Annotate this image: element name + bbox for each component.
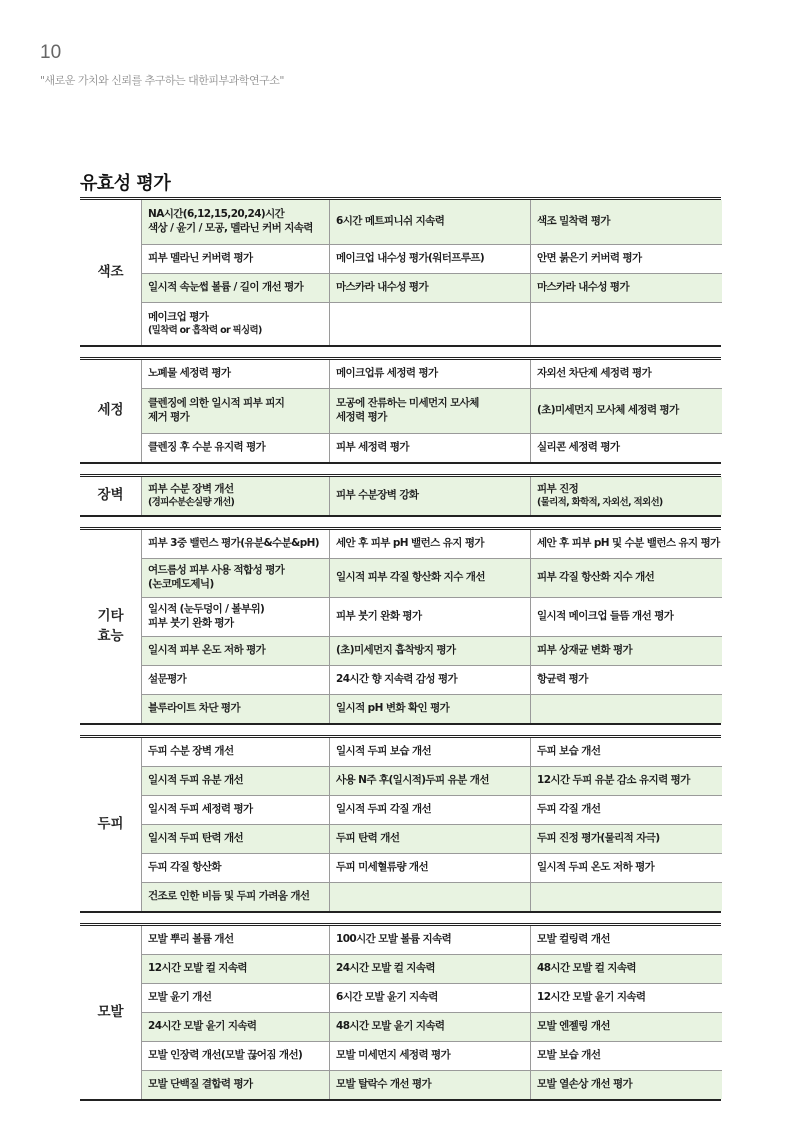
header-tagline: "새로운 가치와 신뢰를 추구하는 대한피부과학연구소" (40, 74, 284, 87)
table-cell (530, 1042, 722, 1070)
table-row (142, 854, 722, 883)
table-cell (329, 796, 530, 824)
table-group (80, 923, 721, 1101)
table-row (142, 559, 722, 598)
table-cell (142, 200, 329, 244)
table-cell (142, 1071, 329, 1099)
table-cell (329, 695, 530, 723)
table-cell (329, 530, 530, 558)
cell-text: 피부 수분 장벽 개선 (148, 482, 234, 495)
cell-text: 6시간 모발 윤기 지속력 (336, 991, 438, 1004)
cell-text: 피부 수분장벽 강화 (336, 489, 419, 502)
cell-text: 두피 수분 장벽 개선 (148, 745, 234, 758)
section-title: 유효성 평가 (80, 173, 171, 194)
page-number: 10 (40, 42, 62, 63)
table-cell (329, 637, 530, 665)
table-cell (530, 767, 722, 795)
cell-text: 여드름성 피부 사용 적합성 평가 (148, 564, 285, 577)
table-cell (530, 955, 722, 983)
table-row (142, 955, 722, 984)
table-cell (530, 530, 722, 558)
table-row (142, 245, 722, 274)
table-cell (329, 926, 530, 954)
table-cell (142, 389, 329, 433)
table-cell (530, 695, 722, 723)
cell-text: (초)미세먼지 흡착방지 평가 (336, 644, 456, 657)
table-cell (530, 477, 722, 515)
table-row (142, 738, 722, 767)
table-row (142, 530, 722, 559)
table-cell (142, 1042, 329, 1070)
table-cell (142, 360, 329, 388)
table-cell (142, 559, 329, 597)
cell-text: (논코메도제닉) (148, 578, 214, 590)
table-cell (530, 666, 722, 694)
cell-text: 마스카라 내수성 평가 (336, 281, 428, 294)
table-cell (329, 666, 530, 694)
cell-text: 일시적 pH 변화 확인 평가 (336, 702, 450, 715)
cell-text: 두피 탄력 개선 (336, 832, 400, 845)
table-row (142, 796, 722, 825)
cell-text: 모발 단백질 결합력 평가 (148, 1078, 253, 1091)
cell-text: 메이크업 평가 (148, 310, 209, 323)
table-cell (530, 274, 722, 302)
cell-text: 모공에 잔류하는 미세먼지 모사체 (336, 397, 479, 410)
cell-text: 모발 미세먼지 세정력 평가 (336, 1049, 451, 1062)
cell-text: 12시간 두피 유분 감소 유지력 평가 (537, 774, 690, 787)
table-row (142, 666, 722, 695)
cell-text: 피부 3중 밸런스 평가(유분&수분&pH) (148, 537, 320, 550)
table-cell (142, 825, 329, 853)
table-cell (329, 434, 530, 462)
category-label: 세정 (80, 360, 142, 462)
table-cell (142, 796, 329, 824)
cell-text: 모발 윤기 개선 (148, 991, 212, 1004)
table-cell (329, 245, 530, 273)
table-cell (530, 854, 722, 882)
cell-text: 48시간 모발 컬 지속력 (537, 962, 636, 975)
cell-text: 모발 인장력 개선(모발 끊어짐 개선) (148, 1049, 303, 1062)
cell-text: 메이크업류 세정력 평가 (336, 367, 438, 380)
table-cell (142, 883, 329, 911)
evaluation-table (80, 197, 721, 1111)
category-label: 기타 효능 (80, 530, 142, 723)
table-cell (142, 666, 329, 694)
table-cell (530, 1013, 722, 1041)
table-cell (530, 360, 722, 388)
cell-text: 24시간 모발 컬 지속력 (336, 962, 435, 975)
table-cell (142, 767, 329, 795)
table-cell (142, 274, 329, 302)
cell-text: 두피 보습 개선 (537, 745, 601, 758)
table-cell (142, 854, 329, 882)
table-cell (530, 738, 722, 766)
table-cell (530, 303, 722, 345)
cell-text: 설문평가 (148, 673, 187, 686)
table-cell (329, 738, 530, 766)
cell-text: 6시간 메트피니쉬 지속력 (336, 215, 445, 228)
cell-text: 일시적 속눈썹 볼륨 / 길이 개선 평가 (148, 281, 304, 294)
cell-text: 실리콘 세정력 평가 (537, 441, 620, 454)
cell-text: 건조로 인한 비듬 및 두피 가려움 개선 (148, 890, 310, 903)
table-row (142, 274, 722, 303)
cell-text: 세안 후 피부 pH 밸런스 유지 평가 (336, 537, 484, 550)
cell-text: 일시적 두피 유분 개선 (148, 774, 244, 787)
table-row (142, 883, 722, 911)
table-cell (530, 559, 722, 597)
cell-text: 12시간 모발 윤기 지속력 (537, 991, 646, 1004)
cell-text: 12시간 모발 컬 지속력 (148, 962, 247, 975)
table-cell (329, 1042, 530, 1070)
cell-text: 세안 후 피부 pH 및 수분 밸런스 유지 평가 (537, 537, 720, 550)
cell-text: 피부 각질 항산화 지수 개선 (537, 571, 655, 584)
table-cell (329, 303, 530, 345)
cell-text: 일시적 두피 각질 개선 (336, 803, 432, 816)
table-row (142, 695, 722, 723)
cell-text: 48시간 모발 윤기 지속력 (336, 1020, 445, 1033)
cell-text: 일시적 두피 온도 저하 평가 (537, 861, 655, 874)
cell-text: 일시적 (눈두덩이 / 볼부위) (148, 603, 265, 616)
cell-text: 세정력 평가 (336, 411, 387, 423)
table-cell (530, 434, 722, 462)
table-cell (329, 477, 530, 515)
table-cell (142, 303, 329, 345)
table-cell (142, 955, 329, 983)
cell-text: 두피 각질 개선 (537, 803, 601, 816)
table-cell (142, 434, 329, 462)
table-cell (530, 926, 722, 954)
cell-text: 피부 붓기 완화 평가 (336, 610, 422, 623)
table-cell (329, 360, 530, 388)
table-row (142, 303, 722, 345)
table-row (142, 825, 722, 854)
table-cell (142, 984, 329, 1012)
table-cell (329, 854, 530, 882)
table-cell (530, 825, 722, 853)
cell-text: 사용 N주 후(일시적)두피 유분 개선 (336, 774, 489, 787)
table-row (142, 926, 722, 955)
cell-text: 제거 평가 (148, 411, 190, 423)
cell-text: 메이크업 내수성 평가(워터프루프) (336, 252, 485, 265)
table-cell (142, 477, 329, 515)
cell-text: 피부 진정 (537, 482, 579, 495)
cell-text: 두피 각질 항산화 (148, 861, 221, 874)
table-cell (329, 274, 530, 302)
cell-text: (경피수분손실량 개선) (148, 496, 235, 508)
table-cell (329, 955, 530, 983)
cell-text: 모발 열손상 개선 평가 (537, 1078, 633, 1091)
table-cell (530, 200, 722, 244)
cell-text: 모발 보습 개선 (537, 1049, 601, 1062)
table-row (142, 477, 722, 515)
cell-text: 일시적 피부 온도 저하 평가 (148, 644, 266, 657)
table-group (80, 735, 721, 913)
table-group (80, 197, 721, 347)
table-row (142, 767, 722, 796)
table-cell (329, 883, 530, 911)
cell-text: (밀착력 or 흡착력 or 픽싱력) (148, 324, 262, 336)
category-label: 장벽 (80, 477, 142, 515)
table-cell (329, 559, 530, 597)
table-cell (142, 738, 329, 766)
table-cell (530, 796, 722, 824)
category-label: 모발 (80, 926, 142, 1099)
table-cell (329, 984, 530, 1012)
table-cell (142, 926, 329, 954)
table-row (142, 598, 722, 637)
cell-text: 피부 붓기 완화 평가 (148, 617, 234, 629)
cell-text: 100시간 모발 볼륨 지속력 (336, 933, 452, 946)
table-cell (329, 598, 530, 636)
cell-text: 모발 컬링력 개선 (537, 933, 610, 946)
cell-text: (물리적, 화학적, 자외선, 적외선) (537, 496, 663, 508)
cell-text: 모발 탈락수 개선 평가 (336, 1078, 432, 1091)
table-cell (530, 245, 722, 273)
cell-text: 항균력 평가 (537, 673, 588, 686)
cell-text: 두피 미세혈류량 개선 (336, 861, 428, 874)
table-cell (142, 695, 329, 723)
table-cell (142, 637, 329, 665)
cell-text: 모발 뿌리 볼륨 개선 (148, 933, 234, 946)
cell-text: 일시적 두피 보습 개선 (336, 745, 432, 758)
table-cell (329, 1013, 530, 1041)
table-group (80, 357, 721, 464)
table-cell (329, 767, 530, 795)
cell-text: 24시간 모발 윤기 지속력 (148, 1020, 257, 1033)
cell-text: 피부 멜라닌 커버력 평가 (148, 252, 253, 265)
cell-text: NA시간(6,12,15,20,24)시간 (148, 208, 285, 221)
cell-text: 클렌징 후 수분 유지력 평가 (148, 441, 266, 454)
cell-text: 24시간 향 지속력 감성 평가 (336, 673, 458, 686)
table-cell (530, 598, 722, 636)
cell-text: 일시적 피부 각질 항산화 지수 개선 (336, 571, 485, 584)
table-group (80, 527, 721, 725)
cell-text: 노폐물 세정력 평가 (148, 367, 231, 380)
cell-text: 블루라이트 차단 평가 (148, 702, 240, 715)
table-row (142, 637, 722, 666)
cell-text: 모발 엔젤링 개선 (537, 1020, 610, 1033)
cell-text: 피부 세정력 평가 (336, 441, 409, 454)
table-cell (530, 984, 722, 1012)
cell-text: 일시적 메이크업 들뜸 개선 평가 (537, 610, 674, 623)
cell-text: 마스카라 내수성 평가 (537, 281, 629, 294)
table-cell (530, 637, 722, 665)
cell-text: (초)미세먼지 모사체 세정력 평가 (537, 404, 679, 417)
cell-text: 자외선 차단제 세정력 평가 (537, 367, 652, 380)
table-row (142, 389, 722, 434)
table-row (142, 200, 722, 245)
cell-text: 일시적 두피 세정력 평가 (148, 803, 253, 816)
table-cell (142, 530, 329, 558)
table-group (80, 474, 721, 517)
table-row (142, 1042, 722, 1071)
table-cell (329, 389, 530, 433)
table-cell (329, 200, 530, 244)
table-cell (142, 1013, 329, 1041)
cell-text: 두피 진정 평가(물리적 자극) (537, 832, 660, 845)
cell-text: 색조 밀착력 평가 (537, 215, 610, 228)
table-cell (530, 1071, 722, 1099)
table-cell (530, 389, 722, 433)
table-row (142, 1013, 722, 1042)
cell-text: 안면 붉은기 커버력 평가 (537, 252, 642, 265)
cell-text: 클렌징에 의한 일시적 피부 피지 (148, 397, 285, 410)
table-cell (142, 245, 329, 273)
table-row (142, 360, 722, 389)
cell-text: 일시적 두피 탄력 개선 (148, 832, 244, 845)
table-row (142, 434, 722, 462)
category-label: 두피 (80, 738, 142, 911)
category-label: 색조 (80, 200, 142, 345)
table-cell (142, 598, 329, 636)
cell-text: 피부 상재균 변화 평가 (537, 644, 633, 657)
cell-text: 색상 / 윤기 / 모공, 멜라닌 커버 지속력 (148, 222, 313, 234)
table-row (142, 1071, 722, 1099)
table-cell (329, 1071, 530, 1099)
table-row (142, 984, 722, 1013)
table-cell (530, 883, 722, 911)
table-cell (329, 825, 530, 853)
